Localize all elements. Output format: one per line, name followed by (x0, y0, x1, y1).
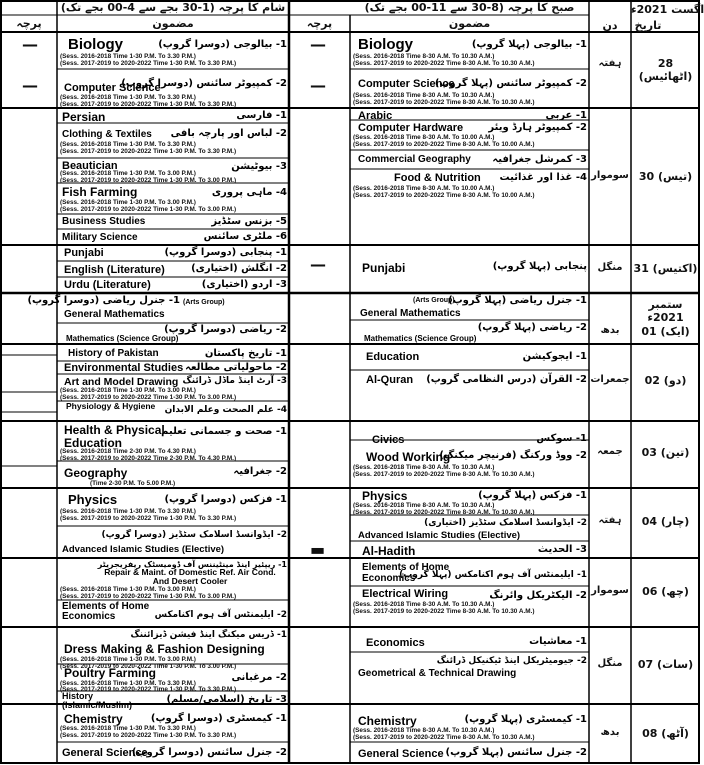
e-hist-ur: 1- تاریخ پاکستان (204, 348, 287, 359)
m-chem: Chemistry (358, 714, 417, 728)
e-dress: Dress Making & Fashion Designing (64, 642, 265, 656)
m-food-sess1: (Sess. 2016-2018 Time 8-30 A.M. To 10.00 A.M.) (353, 185, 495, 192)
m-quran: Al-Quran (366, 374, 414, 386)
day-31: منگل (597, 262, 623, 273)
m-eco-ur: 1- معاشیات (529, 636, 587, 647)
e-physics-sess2: (Sess. 2017-2019 to 2020-2022 Time 1-30 P.M. To 3.30 P.M.) (60, 515, 237, 522)
e-persian: Persian (62, 110, 106, 124)
m-cs: Computer Science (358, 78, 455, 90)
e-beauty: Beautician (62, 160, 118, 172)
e-beauty-sess2: (Sess. 2017-2019 to 2020-2022 Time 1-30 P.M. To 3.00 P.M.) (60, 177, 237, 184)
e-bus: Business Studies (62, 216, 146, 227)
m-wiring-ur: 2- الیکٹریکل وائرنگ (489, 590, 587, 601)
m-cs-sess1: (Sess. 2016-2018 Time 8-30 A.M. To 10.30 A.M.) (353, 92, 495, 99)
e-math-ur: 2- ریاضی (دوسرا گروپ) (164, 324, 287, 335)
e-art-ur: 3- آرٹ اینڈ ماڈل ڈرائنگ (182, 376, 287, 386)
e-ais: Advanced Islamic Studies (Elective) (62, 544, 225, 555)
e-phys: Physiology & Hygiene (66, 401, 156, 411)
m-civics: Civics (372, 434, 405, 446)
day-28: ہفتہ (598, 58, 622, 69)
m-hadith: Al-Hadith (362, 544, 416, 558)
e-urdulit-ur: 3- اردو (اختیاری) (201, 279, 287, 290)
e-englit-ur: 2- انگلش (اختیاری) (191, 263, 287, 274)
date-02: 02 (دو) (644, 374, 687, 387)
e-physics: Physics (68, 492, 118, 507)
m-math-ur: 2- ریاضی (پہلا گروپ) (477, 322, 587, 333)
month-label: اگست 2021ء (631, 3, 704, 16)
day-col-header: دن (602, 19, 618, 32)
e-punjabi: Punjabi (64, 247, 104, 259)
m-quran-ur: 2- القرآن (درس النظامی گروپ) (426, 374, 587, 385)
date-col-header: تاریخ (634, 19, 662, 32)
m-hadith-ur: 3- الحدیث (537, 544, 587, 555)
e-geog-sess: (Time 2-30 P.M. To 5.00 P.M.) (90, 480, 176, 487)
m-civics-ur: 1- سوکس (536, 433, 587, 444)
morning-header: صبح کا پرچہ (8-30 سے 11-00 بجے تک) (364, 1, 575, 14)
e-chem-sess1: (Sess. 2016-2018 Time 1-30 P.M. To 3.30 P.M.) (60, 725, 196, 732)
m-geo: Commercial Geography (358, 154, 471, 165)
date-08: 08 (آٹھ) (642, 727, 689, 740)
m-wood-sess1: (Sess. 2016-2018 Time 8-30 A.M. To 10.30 A.M.) (353, 464, 495, 471)
e-fish-sess2: (Sess. 2017-2019 to 2020-2022 Time 1-30 P.M. To 3.00 P.M.) (60, 206, 237, 213)
e-bus-ur: 5- بزنس سٹڈیز (211, 216, 287, 227)
e-repair-sess1: (Sess. 2016-2018 Time 1-30 P.M. To 3.00 P.M.) (60, 586, 196, 593)
m-gtd: Geometrical & Technical Drawing (358, 668, 517, 679)
e-gsci-ur: 2- جنرل سائنس (دوسرا گروپ) (131, 747, 287, 758)
m-home-ur: 1- ایلیمنٹس آف ہوم اکنامکس (پہلا گروپ) (399, 570, 587, 580)
month-september: ستمبر 2021ء (647, 298, 684, 324)
e-health-sess2: (Sess. 2017-2019 to 2020-2022 Time 2-30 P.M. To 4.30 P.M.) (60, 455, 237, 462)
m-arabic: Arabic (358, 110, 393, 122)
e-home-ur: 2- ایلیمنٹس آف ہوم اکنامکس (154, 610, 287, 620)
e-physics-sess1: (Sess. 2016-2018 Time 1-30 P.M. To 3.30 P.M.) (60, 508, 196, 515)
e-art-sess2: (Sess. 2017-2019 to 2020-2022 Time 1-30 P.M. To 3.00 P.M.) (60, 394, 237, 401)
e-cloth-sess1: (Sess. 2016-2018 Time 1-30 P.M. To 3.30 P.M.) (60, 141, 196, 148)
m-home: Elements of Home Economics (362, 562, 450, 584)
date-04: 04 (چار) (641, 515, 690, 528)
e-dress-sess1: (Sess. 2016-2018 Time 1-30 P.M. To 3.00 P.M.) (60, 656, 196, 663)
day-02: جمعرات (590, 374, 630, 385)
e-cs-sess2: (Sess. 2017-2019 to 2020-2022 Time 1-30 P.M. To 3.30 P.M.) (60, 101, 237, 108)
e-health: Health & Physical Education (64, 423, 165, 450)
date-30: 30 (تیس) (638, 170, 693, 183)
e-health-sess1: (Sess. 2016-2018 Time 2-30 P.M. To 4.30 P.M.) (60, 448, 196, 455)
e-repair-sess2: (Sess. 2017-2019 to 2020-2022 Time 1-30 P.M. To 3.00 P.M.) (60, 593, 237, 600)
e-genmath: General Mathematics (64, 309, 165, 320)
e-health-ur: 1- صحت و جسمانی تعلیم (161, 426, 287, 437)
e-cs-ur: 2- کمپیوٹر سائنس (دوسرا گروپ) (121, 78, 287, 89)
e-geog: Geography (64, 466, 128, 480)
e-paper-mark-cs: — (22, 76, 38, 95)
m-gtd-ur: 2- جیومیٹریکل اینڈ ٹیکنیکل ڈرائنگ (436, 656, 587, 666)
e-punjabi-ur: 1- پنجابی (دوسرا گروپ) (164, 247, 287, 258)
e-geog-ur: 2- جغرافیہ (233, 466, 287, 477)
e-genmath-ur: 1- جنرل ریاضی (دوسرا گروپ) (27, 295, 180, 306)
m-paper-mark-cs: — (310, 76, 326, 95)
m-physics-ur: 1- فزکس (پہلا گروپ) (478, 490, 587, 501)
e-biology: Biology (68, 36, 123, 53)
m-hardware: Computer Hardware (358, 122, 464, 134)
e-fish-ur: 4- ماہی پروری (211, 187, 287, 198)
m-wood-ur: 2- ووڈ ورکنگ (فرنیچر میکنگ) (439, 450, 587, 461)
m-ais: Advanced Islamic Studies (Elective) (358, 530, 521, 541)
m-math: Mathematics (Science Group) (364, 334, 477, 343)
e-cloth-sess2: (Sess. 2017-2019 to 2020-2022 Time 1-30 P.M. To 3.30 P.M.) (60, 148, 237, 155)
e-chem-sess2: (Sess. 2017-2019 to 2020-2022 Time 1-30 P.M. To 3.30 P.M.) (60, 732, 237, 739)
m-paper-mark-hadith: ▬ (310, 540, 326, 559)
e-persian-ur: 1- فارسی (236, 110, 287, 121)
e-physics-ur: 1- فزکس (دوسرا گروپ) (164, 494, 287, 505)
e-math: Mathematics (Science Group) (66, 334, 179, 343)
e-art: Art and Model Drawing (64, 376, 179, 388)
e-gsci: General Science (62, 747, 148, 759)
e-dress-sess2: (Sess. 2017-2019 to 2020-2022 Time 1-30 P.M. To 3.00 P.M.) (60, 663, 237, 670)
m-wiring-sess2: (Sess. 2017-2019 to 2020-2022 Time 8-30 A.M. To 10.30 A.M.) (353, 608, 535, 615)
m-biology-sess2: (Sess. 2017-2019 to 2020-2022 Time 8-30 A.M. To 10.30 A.M.) (353, 60, 535, 67)
e-cs: Computer Science (64, 82, 161, 94)
day-07: منگل (597, 658, 623, 669)
m-wood-sess2: (Sess. 2017-2019 to 2020-2022 Time 8-30 A.M. To 10.30 A.M.) (353, 471, 535, 478)
e-home: Elements of Home Economics (62, 601, 150, 622)
m-biology-sess1: (Sess. 2016-2018 Time 8-30 A.M. To 10.30 A.M.) (353, 53, 495, 60)
date-06: 06 (چھ) (642, 585, 689, 598)
m-biology-ur: 1- بیالوجی (پہلا گروپ) (471, 39, 587, 50)
e-poultry-sess1: (Sess. 2016-2018 Time 1-30 P.M. To 3.30 P.M.) (60, 680, 196, 687)
e-biology-sess1: (Sess. 2016-2018 Time 1-30 P.M. To 3.30 P.M.) (60, 53, 196, 60)
day-04: ہفتہ (598, 515, 622, 526)
m-cs-ur: 2- کمپیوٹر سائنس (پہلا گروپ) (434, 78, 587, 89)
date-31: 31 (اکتیس) (633, 262, 698, 275)
m-genmath: General Mathematics (360, 308, 461, 319)
e-env: Environmental Studies (64, 362, 184, 374)
e-chem: Chemistry (64, 712, 123, 726)
e-urdulit: Urdu (Literature) (64, 279, 151, 291)
e-repair: Repair & Maint. of Domestic Ref. Air Cond. And Desert Cooler (104, 567, 276, 586)
e-mil: Military Science (62, 232, 138, 243)
m-wood: Wood Working (366, 450, 451, 464)
evening-subject-header: مضمون (152, 17, 194, 30)
e-fish: Fish Farming (62, 185, 138, 199)
day-08: بدھ (600, 727, 620, 738)
m-hardware-ur: 2- کمپیوٹر ہارڈ ویئر (488, 122, 587, 133)
e-mil-ur: 6- ملٹری سائنس (203, 231, 287, 242)
e-histisl-ur: 3- تاریخ (اسلامی/مسلم) (166, 694, 287, 705)
m-hardware-sess2: (Sess. 2017-2019 to 2020-2022 Time 8-30 A.M. To 10.00 A.M.) (353, 141, 535, 148)
m-chem-sess1: (Sess. 2016-2018 Time 8-30 A.M. To 10.30 A.M.) (353, 727, 495, 734)
day-30: سوموار (591, 170, 629, 181)
morning-paper-header: پرچہ (306, 17, 333, 30)
m-physics-sess1: (Sess. 2016-2018 Time 8-30 A.M. To 10.30 A.M.) (353, 502, 495, 509)
date-07: 07 (سات) (637, 658, 694, 671)
m-physics: Physics (362, 489, 408, 503)
e-genmath-grp: (Arts Group) (183, 299, 225, 306)
e-dress-ur: 1- ڈریس میکنگ اینڈ فیشن ڈیزائننگ (130, 630, 287, 640)
e-hist: History of Pakistan (68, 348, 159, 359)
e-poultry: Poultry Farming (64, 666, 157, 680)
e-cloth: Clothing & Textiles (62, 129, 152, 140)
m-gsci-ur: 2- جنرل سائنس (پہلا گروپ) (445, 747, 587, 758)
m-physics-sess2: (Sess. 2017-2019 to 2020-2022 Time 8-30 A.M. To 10.30 A.M.) (353, 509, 535, 516)
morning-subject-header: مضمون (448, 17, 491, 30)
evening-header: شام کا پرچہ (1-30 بجے سے 4-00 بجے تک) (60, 1, 286, 14)
e-env-ur: 2- ماحولیاتی مطالعہ (185, 362, 287, 373)
date-01: 01 (ایک) (641, 325, 690, 338)
m-hardware-sess1: (Sess. 2016-2018 Time 8-30 A.M. To 10.00 A.M.) (353, 134, 495, 141)
m-punjabi-ur: پنجابی (پہلا گروپ) (492, 261, 587, 272)
e-repair-ur: 1- ریپئیر اینڈ مینٹیننس آف ڈومیسٹک ریفریجریٹر (97, 560, 287, 569)
m-chem-ur: 1- کیمسٹری (پہلا گروپ) (464, 714, 587, 725)
e-poultry-sess2: (Sess. 2017-2019 to 2020-2022 Time 1-30 P.M. To 3.30 P.M.) (60, 686, 237, 693)
e-cloth-ur: 2- لباس اور پارچہ بافی (170, 128, 287, 139)
m-cs-sess2: (Sess. 2017-2019 to 2020-2022 Time 8-30 A.M. To 10.30 A.M.) (353, 99, 535, 106)
evening-paper-header: پرچہ (16, 17, 42, 30)
day-06: سوموار (591, 585, 629, 596)
m-biology: Biology (358, 36, 413, 53)
date-03: 03 (تین) (641, 446, 690, 459)
m-wiring-sess1: (Sess. 2016-2018 Time 8-30 A.M. To 10.30 A.M.) (353, 601, 495, 608)
e-poultry-ur: 2- مرغبانی (231, 672, 287, 683)
e-fish-sess1: (Sess. 2016-2018 Time 1-30 P.M. To 3.00 P.M.) (60, 199, 196, 206)
e-histisl: History (Islamic/Muslim) (62, 691, 133, 710)
e-chem-ur: 1- کیمسٹری (دوسرا گروپ) (150, 713, 287, 724)
m-paper-mark-punjabi: — (310, 255, 326, 274)
m-ais-ur: 2- ایڈوانسڈ اسلامک سٹڈیز (اختیاری) (424, 518, 587, 528)
e-beauty-ur: 3- بیوٹیشن (231, 161, 287, 172)
e-englit: English (Literature) (64, 264, 165, 276)
date-28: 28 (اٹھائیس) (638, 57, 693, 83)
m-eco: Economics (366, 637, 425, 649)
m-geo-ur: 3- کمرشل جغرافیہ (492, 154, 587, 165)
m-paper-mark-biology: — (310, 35, 326, 54)
day-01: بدھ (600, 325, 620, 336)
day-03: جمعہ (597, 446, 623, 457)
m-genmath-ur: 1- جنرل ریاضی (پہلا گروپ) (448, 295, 587, 306)
e-paper-mark-biology: — (22, 35, 38, 54)
m-food: Food & Nutrition (394, 172, 481, 184)
e-beauty-sess1: (Sess. 2016-2018 Time 1-30 P.M. To 3.00 P.M.) (60, 170, 196, 177)
e-phys-ur: 4- علم الصحت وعلم الابدان (164, 405, 287, 415)
m-wiring: Electrical Wiring (362, 588, 449, 600)
m-food-sess2: (Sess. 2017-2019 to 2020-2022 Time 8-30 A.M. To 10.00 A.M.) (353, 192, 535, 199)
m-punjabi: Punjabi (362, 261, 406, 275)
m-arabic-ur: 1- عربی (545, 110, 587, 121)
m-genmath-grp: (Arts Group) (413, 297, 455, 304)
e-biology-ur: 1- بیالوجی (دوسرا گروپ) (158, 39, 287, 50)
m-edu: Education (366, 351, 420, 363)
e-biology-sess2: (Sess. 2017-2019 to 2020-2022 Time 1-30 P.M. To 3.30 P.M.) (60, 60, 237, 67)
m-food-ur: 4- غذا اور غذائیت (499, 172, 587, 183)
m-gsci: General Science (358, 748, 444, 760)
e-ais-ur: 2- ایڈوانسڈ اسلامک سٹڈیز (دوسرا گروپ) (101, 530, 287, 540)
m-edu-ur: 1- ایجوکیشن (522, 351, 587, 362)
e-cs-sess1: (Sess. 2016-2018 Time 1-30 P.M. To 3.30 P.M.) (60, 94, 196, 101)
m-chem-sess2: (Sess. 2017-2019 to 2020-2022 Time 8-30 A.M. To 10.30 A.M.) (353, 734, 535, 741)
e-art-sess1: (Sess. 2016-2018 Time 1-30 P.M. To 3.00 P.M.) (60, 387, 196, 394)
